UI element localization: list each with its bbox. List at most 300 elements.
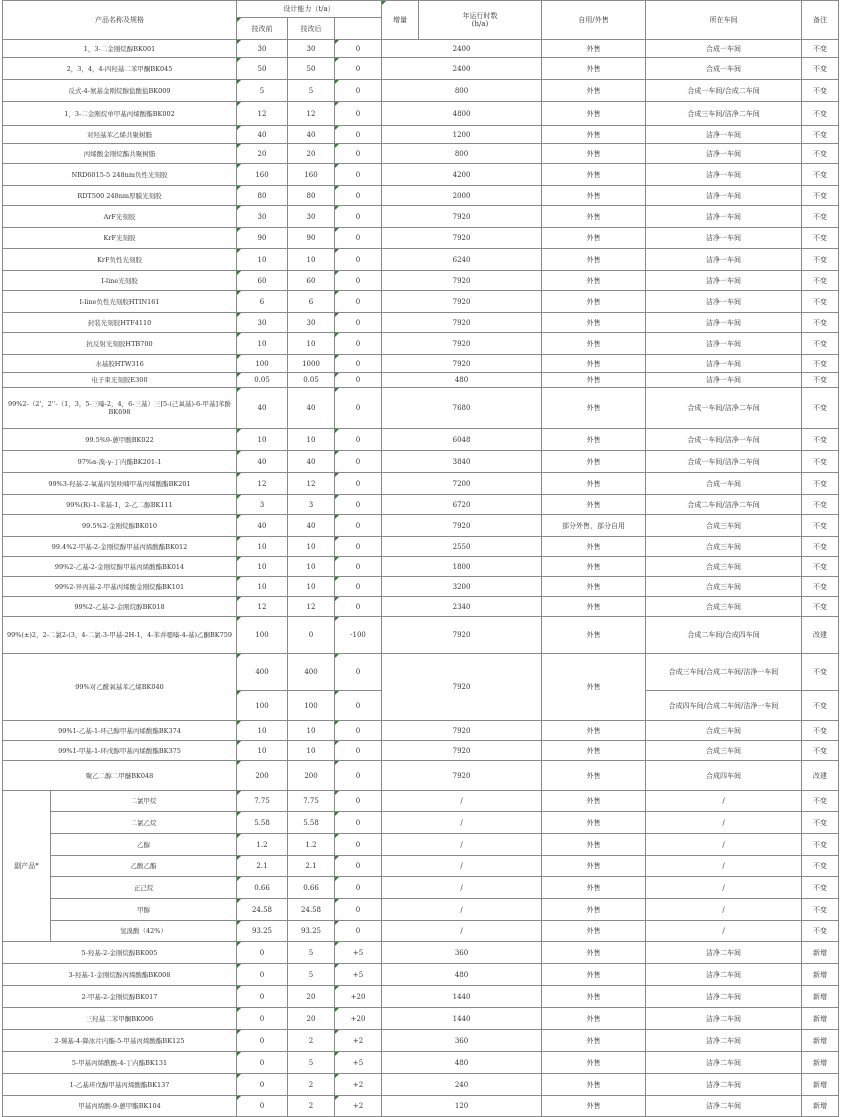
usage-cell: 外售: [542, 791, 646, 812]
usage-cell: 外售: [542, 617, 646, 654]
remark-cell: 改建: [802, 617, 839, 654]
after-cell: 5: [288, 80, 335, 102]
increase-cell: +5: [335, 1052, 382, 1074]
hours-cell: /: [382, 856, 542, 877]
usage-cell: 外售: [542, 557, 646, 577]
usage-cell: 外售: [542, 1074, 646, 1096]
usage-cell: 外售: [542, 654, 646, 721]
after-cell: 10: [288, 577, 335, 597]
remark-cell: 不变: [802, 537, 839, 557]
usage-cell: 外售: [542, 429, 646, 451]
header-hours: [419, 1, 542, 40]
workshop-cell: 洁净一车间: [646, 333, 802, 355]
workshop-cell: 合成三车间: [646, 741, 802, 761]
product-name-cell: 水基胶HTW316: [3, 355, 237, 373]
increase-cell: 0: [335, 333, 382, 355]
product-name-cell: 99%(R)-1-苯基-1，2-乙二醇BK111: [3, 495, 237, 515]
header-hours-line1: 年运行时数: [462, 12, 498, 20]
before-cell: 10: [237, 537, 288, 557]
table-row: [3, 537, 839, 557]
table-row: [3, 126, 839, 144]
byproduct-name-cell: 二氯乙烷: [51, 812, 237, 834]
increase-cell: 0: [335, 899, 382, 921]
before-cell: 93.25: [237, 921, 288, 942]
after-cell: 90: [288, 228, 335, 249]
increase-cell: 0: [335, 721, 382, 741]
hours-cell: 7920: [382, 721, 542, 741]
remark-cell: 不变: [802, 186, 839, 206]
after-cell: 30: [288, 206, 335, 228]
workshop-cell: 洁净二车间: [646, 942, 802, 964]
hours-cell: /: [382, 791, 542, 812]
workshop-cell: 洁净二车间: [646, 1030, 802, 1052]
remark-cell: 改建: [802, 761, 839, 791]
after-cell: 12: [288, 597, 335, 617]
before-cell: 20: [237, 144, 288, 164]
usage-cell: 外售: [542, 451, 646, 473]
remark-cell: 不变: [802, 577, 839, 597]
after-cell: 10: [288, 721, 335, 741]
header-increase: 增量: [382, 1, 419, 40]
remark-cell: 不变: [802, 206, 839, 228]
remark-cell: 新增: [802, 1074, 839, 1096]
workshop-cell: 洁净二车间: [646, 986, 802, 1008]
table-row: [3, 1008, 839, 1030]
remark-cell: 新增: [802, 986, 839, 1008]
hours-cell: 7680: [382, 388, 542, 429]
usage-cell: 外售: [542, 333, 646, 355]
after-cell: 6: [288, 291, 335, 313]
increase-cell: 0: [335, 473, 382, 495]
before-cell: 1.2: [237, 834, 288, 856]
workshop-cell: 合成三车间: [646, 537, 802, 557]
table-row: [3, 986, 839, 1008]
remark-cell: 不变: [802, 451, 839, 473]
workshop-cell: 合成四车间: [646, 761, 802, 791]
after-cell: 20: [288, 1008, 335, 1030]
product-name-cell: RDT500 248nm厚膜光刻胶: [3, 186, 237, 206]
after-cell: 20: [288, 144, 335, 164]
product-name-cell: 2，3，4，4-四羟基二苯甲酮BK045: [3, 58, 237, 80]
workshop-cell: 合成一车间/洁净一车间: [646, 429, 802, 451]
byproduct-name-cell: 二氯甲烷: [51, 791, 237, 812]
increase-cell: 0: [335, 249, 382, 271]
after-cell: 400: [288, 654, 335, 691]
before-cell: 80: [237, 186, 288, 206]
before-cell: 10: [237, 721, 288, 741]
remark-cell: 不变: [802, 791, 839, 812]
product-name-cell: 三羟基二苯甲酮BK006: [3, 1008, 237, 1030]
product-name-cell: 2-甲基-2-金刚烷醇BK017: [3, 986, 237, 1008]
after-cell: 24.58: [288, 899, 335, 921]
table-row: [3, 1096, 839, 1117]
after-cell: 3: [288, 495, 335, 515]
usage-cell: 外售: [542, 80, 646, 102]
workshop-cell: 合成一车间/合成二车间: [646, 80, 802, 102]
after-cell: 5: [288, 1052, 335, 1074]
usage-cell: 外售: [542, 355, 646, 373]
increase-cell: 0: [335, 58, 382, 80]
increase-cell: 0: [335, 557, 382, 577]
workshop-cell: /: [646, 921, 802, 942]
increase-cell: 0: [335, 537, 382, 557]
product-name-cell: 99.5%2-金刚烷醇BK010: [3, 515, 237, 537]
workshop-cell: 洁净一车间: [646, 271, 802, 291]
increase-cell: 0: [335, 921, 382, 942]
workshop-cell: 合成三车间/洁净二车间: [646, 102, 802, 126]
after-cell: 5.58: [288, 812, 335, 834]
after-cell: 10: [288, 537, 335, 557]
before-cell: 2.1: [237, 856, 288, 877]
remark-cell: 不变: [802, 58, 839, 80]
before-cell: 5: [237, 80, 288, 102]
hours-cell: /: [382, 834, 542, 856]
hours-cell: 7920: [382, 333, 542, 355]
before-cell: 24.58: [237, 899, 288, 921]
hours-cell: 7920: [382, 761, 542, 791]
table-row: [3, 80, 839, 102]
before-cell: 40: [237, 451, 288, 473]
usage-cell: 外售: [542, 473, 646, 495]
workshop-cell: 洁净一车间: [646, 291, 802, 313]
table-row: [3, 164, 839, 186]
remark-cell: 不变: [802, 812, 839, 834]
usage-cell: 外售: [542, 877, 646, 899]
after-cell: 80: [288, 186, 335, 206]
usage-cell: 外售: [542, 271, 646, 291]
header-remark: 备注: [802, 1, 839, 40]
usage-cell: 外售: [542, 373, 646, 388]
hours-cell: 2400: [382, 58, 542, 80]
after-cell: 160: [288, 164, 335, 186]
workshop-cell: /: [646, 834, 802, 856]
before-cell: 30: [237, 40, 288, 58]
remark-cell: 不变: [802, 388, 839, 429]
product-name-cell: 2-羰基-4-降冰片内酯-5-甲基丙烯酸酯BK125: [3, 1030, 237, 1052]
product-name-cell: 甲基丙烯酸-9-蒽甲酯BK104: [3, 1096, 237, 1117]
header-workshop: 所在车间: [646, 1, 802, 40]
table-row: [3, 1052, 839, 1074]
product-name-cell: 99%2-乙基-2-金刚烷醇甲基丙烯酸酯BK014: [3, 557, 237, 577]
increase-cell: +2: [335, 1030, 382, 1052]
before-cell: 10: [237, 333, 288, 355]
increase-cell: 0: [335, 373, 382, 388]
table-row: [3, 451, 839, 473]
after-cell: 2: [288, 1030, 335, 1052]
after-cell: 30: [288, 40, 335, 58]
remark-cell: 不变: [802, 126, 839, 144]
hours-cell: 7200: [382, 473, 542, 495]
increase-cell: 0: [335, 228, 382, 249]
increase-cell: 0: [335, 40, 382, 58]
after-cell: 10: [288, 249, 335, 271]
table-row: [3, 856, 839, 877]
product-name-cell: 99%1-乙基-1-环己醇甲基丙烯酸酯BK374: [3, 721, 237, 741]
usage-cell: 外售: [542, 164, 646, 186]
after-cell: 40: [288, 515, 335, 537]
table-row: [3, 495, 839, 515]
before-cell: 90: [237, 228, 288, 249]
before-cell: 30: [237, 313, 288, 333]
before-cell: 100: [237, 691, 288, 721]
product-name-cell: 1，3-二金刚烷单甲基丙烯酸酯BK002: [3, 102, 237, 126]
usage-cell: 外售: [542, 249, 646, 271]
remark-cell: 不变: [802, 741, 839, 761]
before-cell: 12: [237, 473, 288, 495]
hours-cell: 800: [382, 144, 542, 164]
table-row: [3, 271, 839, 291]
hours-cell: 7920: [382, 654, 542, 721]
before-cell: 40: [237, 126, 288, 144]
table-row: [3, 1030, 839, 1052]
table-row: [3, 557, 839, 577]
hours-cell: 360: [382, 942, 542, 964]
workshop-cell: 合成三车间: [646, 721, 802, 741]
usage-cell: 外售: [542, 964, 646, 986]
byproduct-name-cell: 氢溴酸（42%）: [51, 921, 237, 942]
workshop-cell: 合成三车间: [646, 597, 802, 617]
header-after: 技改后: [288, 18, 335, 40]
usage-cell: 外售: [542, 40, 646, 58]
usage-cell: 外售: [542, 1096, 646, 1117]
workshop-cell: 合成一车间: [646, 473, 802, 495]
increase-cell: 0: [335, 495, 382, 515]
hours-cell: 2550: [382, 537, 542, 557]
byproduct-name-cell: 正己烷: [51, 877, 237, 899]
remark-cell: 不变: [802, 102, 839, 126]
increase-cell: -100: [335, 617, 382, 654]
hours-cell: /: [382, 921, 542, 942]
hours-cell: 2400: [382, 40, 542, 58]
table-row: [3, 373, 839, 388]
table-row: [3, 1074, 839, 1096]
hours-cell: 6720: [382, 495, 542, 515]
before-cell: 7.75: [237, 791, 288, 812]
after-cell: 100: [288, 691, 335, 721]
after-cell: 200: [288, 761, 335, 791]
usage-cell: 外售: [542, 921, 646, 942]
hours-cell: 7920: [382, 355, 542, 373]
table-row: [3, 577, 839, 597]
hours-cell: 360: [382, 1030, 542, 1052]
workshop-cell: /: [646, 856, 802, 877]
remark-cell: 不变: [802, 144, 839, 164]
product-name-cell: 5-羟基-2-金刚烷醇BK005: [3, 942, 237, 964]
hours-cell: 120: [382, 1096, 542, 1117]
remark-cell: 不变: [802, 355, 839, 373]
workshop-cell: 合成三车间: [646, 557, 802, 577]
increase-cell: +20: [335, 1008, 382, 1030]
after-cell: 40: [288, 126, 335, 144]
usage-cell: 外售: [542, 577, 646, 597]
remark-cell: 不变: [802, 921, 839, 942]
product-name-cell: 99%1-甲基-1-环戊醇甲基丙烯酸酯BK375: [3, 741, 237, 761]
product-name-cell: 3-羟基-1-金刚烷醇丙烯酸酯BK008: [3, 964, 237, 986]
table-row: [3, 249, 839, 271]
remark-cell: 新增: [802, 1052, 839, 1074]
usage-cell: 外售: [542, 495, 646, 515]
workshop-cell: 洁净二车间: [646, 964, 802, 986]
workshop-cell: 合成一车间/洁净二车间: [646, 388, 802, 429]
before-cell: 10: [237, 429, 288, 451]
workshop-cell: 合成三车间: [646, 577, 802, 597]
usage-cell: 外售: [542, 537, 646, 557]
usage-cell: 外售: [542, 1008, 646, 1030]
product-name-cell: 99%2-异丙基-2-甲基丙烯酸金刚烷酯BK101: [3, 577, 237, 597]
hours-cell: 4200: [382, 164, 542, 186]
product-name-cell: 99%对乙酰氧基苯乙烯BK040: [3, 654, 237, 721]
hours-cell: 1440: [382, 1008, 542, 1030]
table-row: [3, 58, 839, 80]
before-cell: 0: [237, 1096, 288, 1117]
byproduct-label: 副产品*: [3, 791, 51, 942]
product-name-cell: 电子束光刻胶E300: [3, 373, 237, 388]
table-row: [3, 654, 839, 691]
increase-cell: 0: [335, 355, 382, 373]
before-cell: 400: [237, 654, 288, 691]
product-name-cell: 99%(±)2，2-二氯2-(3，4-二氯-3-甲基-2H-1，4-苯并噁嗪-4-基)乙酮BK759: [3, 617, 237, 654]
header-capacity: 设计能力（t/a）: [237, 1, 382, 18]
table-row: [3, 355, 839, 373]
hours-cell: 1440: [382, 986, 542, 1008]
table-row: [3, 877, 839, 899]
increase-cell: 0: [335, 761, 382, 791]
table-row: [3, 721, 839, 741]
workshop-cell: 洁净一车间: [646, 186, 802, 206]
increase-cell: +20: [335, 986, 382, 1008]
usage-cell: 外售: [542, 1052, 646, 1074]
usage-cell: 外售: [542, 597, 646, 617]
product-name-cell: KrF光刻胶: [3, 228, 237, 249]
workshop-cell: 洁净一车间: [646, 164, 802, 186]
increase-cell: +2: [335, 1096, 382, 1117]
product-name-cell: ArF光刻胶: [3, 206, 237, 228]
table-row: [3, 40, 839, 58]
product-name-cell: 99%2-乙基-2-金刚烷醇BK018: [3, 597, 237, 617]
table-row: [3, 964, 839, 986]
after-cell: 1.2: [288, 834, 335, 856]
usage-cell: 外售: [542, 291, 646, 313]
usage-cell: 外售: [542, 834, 646, 856]
increase-cell: 0: [335, 741, 382, 761]
table-row: [3, 291, 839, 313]
table-row: [3, 515, 839, 537]
after-cell: 20: [288, 986, 335, 1008]
product-name-cell: 97%α-溴-γ-丁内酯BK201-1: [3, 451, 237, 473]
hours-cell: 6048: [382, 429, 542, 451]
workshop-cell: 洁净一车间: [646, 249, 802, 271]
before-cell: 40: [237, 515, 288, 537]
workshop-cell: 洁净二车间: [646, 1052, 802, 1074]
increase-cell: +5: [335, 942, 382, 964]
table-row: [3, 313, 839, 333]
before-cell: 3: [237, 495, 288, 515]
after-cell: 60: [288, 271, 335, 291]
remark-cell: 不变: [802, 291, 839, 313]
increase-cell: 0: [335, 451, 382, 473]
after-cell: 0: [288, 617, 335, 654]
byproduct-name-cell: 乙酸乙酯: [51, 856, 237, 877]
before-cell: 50: [237, 58, 288, 80]
remark-cell: 新增: [802, 964, 839, 986]
increase-cell: 0: [335, 186, 382, 206]
before-cell: 30: [237, 206, 288, 228]
product-name-cell: 反式-4-氨基金刚烷醇盐酸盐BK009: [3, 80, 237, 102]
hours-cell: /: [382, 899, 542, 921]
table-row: [3, 597, 839, 617]
after-cell: 10: [288, 741, 335, 761]
product-name-cell: 1-乙基环戊醇甲基丙烯酸酯BK137: [3, 1074, 237, 1096]
increase-cell: 0: [335, 834, 382, 856]
workshop-cell: /: [646, 791, 802, 812]
hours-cell: 7920: [382, 291, 542, 313]
after-cell: 2.1: [288, 856, 335, 877]
before-cell: 0: [237, 942, 288, 964]
workshop-cell: 洁净二车间: [646, 1096, 802, 1117]
product-name-cell: I-line负性光刻胶HTIN161: [3, 291, 237, 313]
workshop-cell: 洁净一车间: [646, 373, 802, 388]
before-cell: 10: [237, 249, 288, 271]
byproduct-name-cell: 甲醇: [51, 899, 237, 921]
after-cell: 0.66: [288, 877, 335, 899]
before-cell: 0: [237, 1074, 288, 1096]
workshop-cell: /: [646, 899, 802, 921]
before-cell: 40: [237, 388, 288, 429]
before-cell: 12: [237, 102, 288, 126]
product-name-cell: 对羟基苯乙烯共聚树脂: [3, 126, 237, 144]
before-cell: 160: [237, 164, 288, 186]
hours-cell: 7920: [382, 313, 542, 333]
after-cell: 2: [288, 1074, 335, 1096]
increase-cell: +2: [335, 1074, 382, 1096]
product-capacity-sheet: [2, 0, 838, 1117]
table-row: [3, 899, 839, 921]
remark-cell: 新增: [802, 942, 839, 964]
after-cell: 12: [288, 473, 335, 495]
after-cell: 10: [288, 333, 335, 355]
table-row: [3, 741, 839, 761]
hours-cell: 7920: [382, 741, 542, 761]
table-row: [3, 388, 839, 429]
after-cell: 10: [288, 557, 335, 577]
increase-cell: 0: [335, 856, 382, 877]
workshop-cell: 洁净一车间: [646, 126, 802, 144]
hours-cell: 3200: [382, 577, 542, 597]
table-row: [3, 333, 839, 355]
product-name-cell: 99.4%2-甲基-2-金刚烷醇甲基丙烯酸酯BK012: [3, 537, 237, 557]
before-cell: 100: [237, 617, 288, 654]
hours-cell: 7920: [382, 515, 542, 537]
header-hours-line2: (h/a): [471, 20, 489, 28]
table-row: [3, 429, 839, 451]
remark-cell: 不变: [802, 495, 839, 515]
product-name-cell: 封装光刻胶HTF4110: [3, 313, 237, 333]
before-cell: 0: [237, 986, 288, 1008]
remark-cell: 不变: [802, 333, 839, 355]
after-cell: 0.05: [288, 373, 335, 388]
usage-cell: 外售: [542, 1030, 646, 1052]
after-cell: 40: [288, 451, 335, 473]
hours-cell: 2000: [382, 186, 542, 206]
usage-cell: 部分外售，部分自用: [542, 515, 646, 537]
before-cell: 6: [237, 291, 288, 313]
table-row: [3, 942, 839, 964]
workshop-cell: 洁净一车间: [646, 228, 802, 249]
hours-cell: 3840: [382, 451, 542, 473]
after-cell: 93.25: [288, 921, 335, 942]
increase-cell: 0: [335, 313, 382, 333]
increase-cell: 0: [335, 126, 382, 144]
